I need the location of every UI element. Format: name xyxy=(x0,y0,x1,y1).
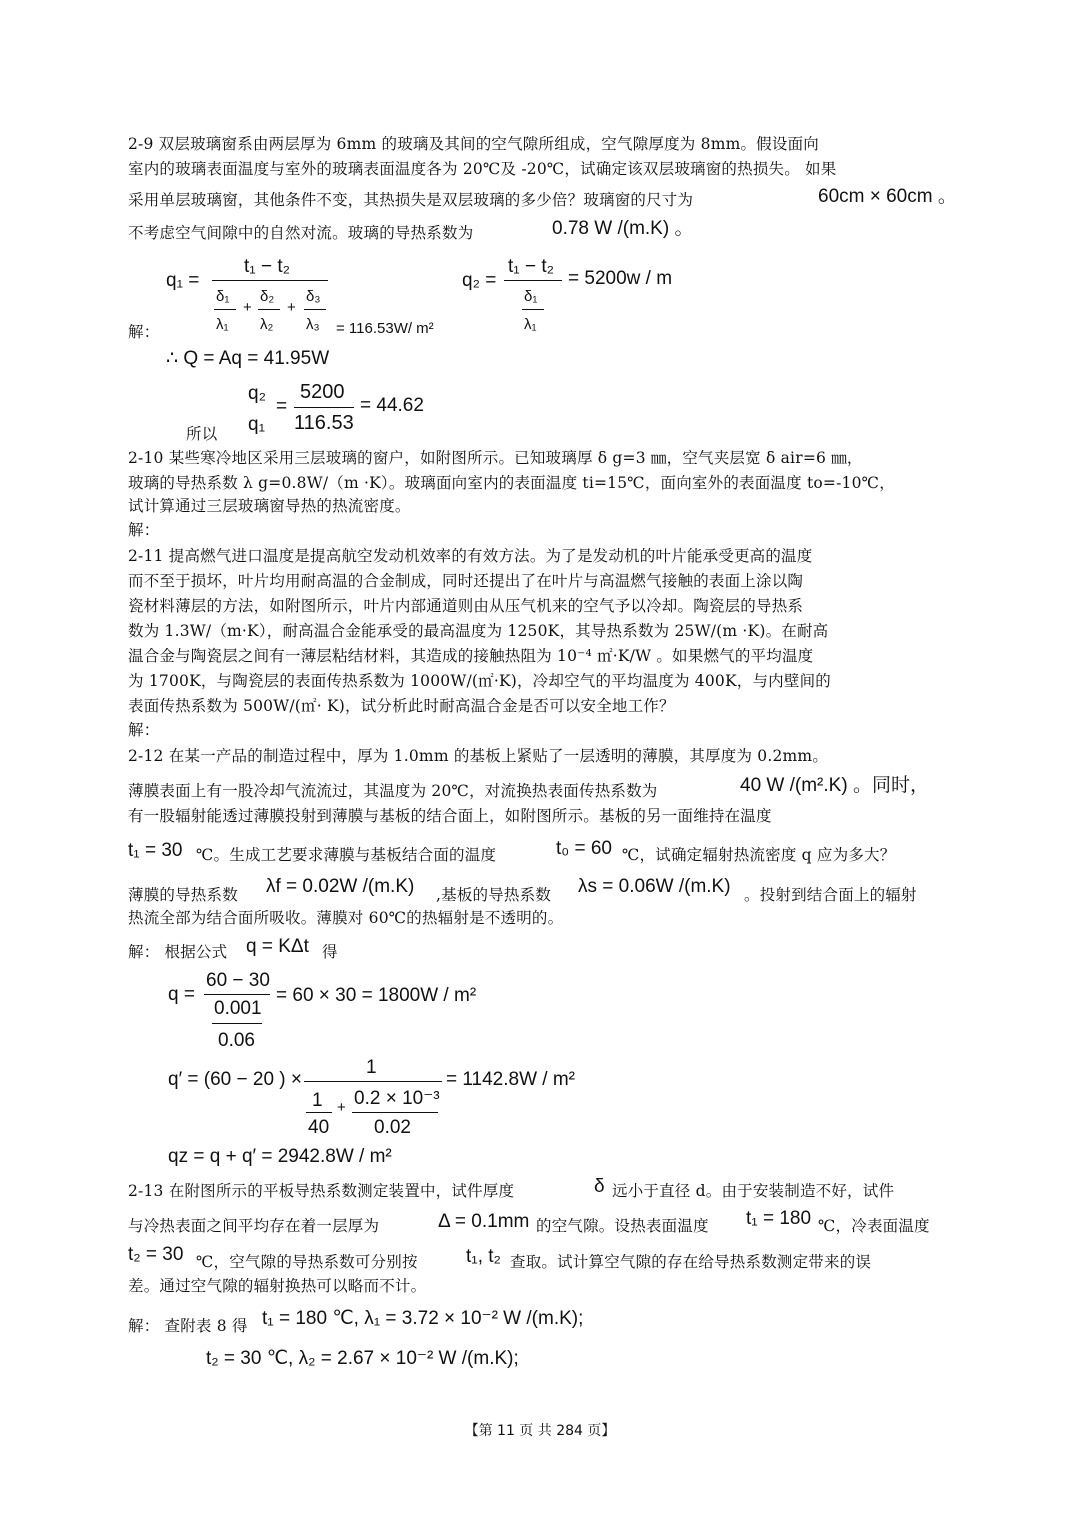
ratio-denominator: 116.53 xyxy=(294,412,354,434)
heat-loss-result: ∴ Q = Aq = 41.95W xyxy=(166,348,330,369)
ratio-fraction-bar xyxy=(294,407,354,408)
q-prime-bar-a xyxy=(306,1112,332,1113)
problem-2-11-line-4: 数为 1.3W/（m·K），耐高温合金能承受的最高温度为 1250K，其导热系数为 25W/(m ·K)。在耐高 xyxy=(128,622,829,640)
page-footer: 【第 11 页 共 284 页】 xyxy=(464,1423,616,1439)
problem-2-12-line-5a: 薄膜的导热系数 xyxy=(128,886,238,904)
ratio-q1: q₁ xyxy=(248,414,265,435)
q-numerator: 60 − 30 xyxy=(206,970,270,991)
q-prime-lhs: q′ = (60 − 20 ) × xyxy=(168,1069,303,1090)
problem-2-11-line-1: 2-11 提高燃气进口温度是提高航空发动机效率的有效方法。为了是发动机的叶片能承受更高的温度 xyxy=(128,547,813,565)
delta-lambda-bar-1 xyxy=(214,309,236,310)
hot-surface-temp: t₁ = 180 xyxy=(746,1208,812,1229)
q2-delta-lambda-bar xyxy=(522,309,544,310)
heat-transfer-coefficient: 40 W /(m².K) 。同时， xyxy=(740,775,929,796)
glass-conductivity: 0.78 W /(m.K) 。 xyxy=(552,218,694,239)
problem-2-13-solution: 解： 查附表 8 得 xyxy=(128,1317,248,1335)
qz-result: qz = q + q′ = 2942.8W / m² xyxy=(168,1146,392,1167)
q-prime-a: 1 xyxy=(312,1090,323,1111)
plus-sign: + xyxy=(287,299,296,316)
delta-lambda-bar-2 xyxy=(258,309,280,310)
problem-2-10-line-3: 试计算通过三层玻璃窗导热的热流密度。 xyxy=(128,497,411,515)
plus-sign: + xyxy=(243,299,252,316)
q-inner-bar xyxy=(212,1023,262,1024)
ratio-numerator: 5200 xyxy=(300,381,345,403)
problem-2-12-line-3: 有一股辐射能透过薄膜投射到薄膜与基板的结合面上，如附图所示。基板的另一面维持在温度 xyxy=(128,807,772,825)
problem-2-9-line-2: 室内的玻璃表面温度与室外的玻璃表面温度各为 20℃及 -20℃，试确定该双层玻璃窗的热损失。 如果 xyxy=(128,160,837,178)
q1-result: = 116.53W/ m² xyxy=(336,320,434,337)
q-prime-b: 40 xyxy=(308,1117,330,1138)
cold-surface-temp: t₂ = 30 xyxy=(128,1244,184,1265)
q-prime-bar-c xyxy=(352,1112,438,1113)
q2-result: = 5200w / m xyxy=(568,268,673,289)
delta-3: δ₃ xyxy=(306,288,321,305)
problem-2-12-line-5b: ,基板的导热系数 xyxy=(436,886,552,904)
lambda-1: λ₁ xyxy=(216,316,229,333)
q2-lhs: q₂ = xyxy=(462,270,497,291)
problem-2-13-line-2c: ℃，冷表面温度 xyxy=(818,1217,930,1235)
delta-1: δ₁ xyxy=(216,288,230,305)
problem-2-13-line-4: 差。通过空气隙的辐射换热可以略而不计。 xyxy=(128,1277,427,1295)
de-label: 得 xyxy=(322,943,338,961)
air-gap: Δ = 0.1mm xyxy=(438,1211,530,1232)
q-result: = 60 × 30 = 1800W / m² xyxy=(276,985,477,1006)
t1-t2-symbols: t₁, t₂ xyxy=(466,1246,501,1267)
problem-2-9-line-1: 2-9 双层玻璃窗系由两层厚为 6mm 的玻璃及其间的空气隙所组成，空气隙厚度为 8mm。假设面向 xyxy=(128,135,819,153)
problem-2-12-line-2: 薄膜表面上有一股冷却气流流过，其温度为 20℃，对流换热表面传热系数为 xyxy=(128,782,658,800)
q1-lhs: q₁ = xyxy=(166,270,200,291)
lookup-result-1: t₁ = 180 ℃, λ₁ = 3.72 × 10⁻² W /(m.K); xyxy=(262,1308,584,1329)
problem-2-10-line-2: 玻璃的导热系数 λ g=0.8W/（m ·K）。玻璃面向室内的表面温度 ti=15℃，面向室外的表面温度 to=-10℃， xyxy=(128,474,895,492)
q2-delta-1: δ₁ xyxy=(524,288,538,305)
t1-value: t₁ = 30 xyxy=(128,840,183,861)
window-size: 60cm × 60cm 。 xyxy=(818,186,957,207)
film-conductivity: λf = 0.02W /(m.K) xyxy=(266,876,415,897)
problem-2-13-line-3b: 查取。试计算空气隙的存在给导热系数测定带来的误 xyxy=(510,1253,872,1271)
problem-2-12-line-6: 热流全部为结合面所吸收。薄膜对 60℃的热辐射是不透明的。 xyxy=(128,909,564,927)
problem-2-10-line-1: 2-10 某些寒冷地区采用三层玻璃的窗户，如附图所示。已知玻璃厚 δ g=3 ㎜，空气夹层宽 δ air=6 ㎜， xyxy=(128,449,863,467)
problem-2-11-line-7: 表面传热系数为 500W/(㎡· K)，试分析此时耐高温合金是否可以安全地工作？ xyxy=(128,697,675,715)
solution-label: 解： xyxy=(128,323,160,341)
problem-2-12-line-1: 2-12 在某一产品的制造过程中，厚为 1.0mm 的基板上紧贴了一层透明的薄膜，其厚度为 0.2mm。 xyxy=(128,747,829,765)
problem-2-9-line-4: 不考虑空气间隙中的自然对流。玻璃的导热系数为 xyxy=(128,224,474,242)
problem-2-12-line-5c: 。投射到结合面上的辐射 xyxy=(744,886,917,904)
problem-2-9-line-3: 采用单层玻璃窗，其他条件不变，其热损失是双层玻璃的多少倍？玻璃窗的尺寸为 xyxy=(128,191,694,209)
q-prime-fraction-bar xyxy=(304,1081,442,1082)
q2-lambda-1: λ₁ xyxy=(524,316,537,333)
q-den-top: 0.001 xyxy=(214,998,262,1019)
delta-2: δ₂ xyxy=(260,288,275,305)
q-prime-result: = 1142.8W / m² xyxy=(446,1069,576,1090)
problem-2-11-solution: 解： xyxy=(128,721,160,739)
problem-2-12-line-4a: ℃。生成工艺要求薄膜与基板结合面的温度 xyxy=(196,846,497,864)
problem-2-10-solution: 解： xyxy=(128,521,160,539)
t0-value: t₀ = 60 xyxy=(556,838,612,859)
ratio-result: = 44.62 xyxy=(360,395,424,416)
problem-2-11-line-5: 温合金与陶瓷层之间有一薄层粘结材料，其造成的接触热阻为 10⁻⁴ ㎡·K/W 。如果燃气的平均温度 xyxy=(128,647,814,665)
plus-sign: + xyxy=(337,1099,346,1116)
problem-2-13-line-1a: 2-13 在附图所示的平板导热系数测定装置中，试件厚度 xyxy=(128,1182,515,1200)
problem-2-13-line-2a: 与冷热表面之间平均存在着一层厚为 xyxy=(128,1217,380,1235)
problem-2-13-line-1b: 远小于直径 d。由于安装制造不好，试件 xyxy=(612,1182,895,1200)
problem-2-11-line-6: 为 1700K，与陶瓷层的表面传热系数为 1000W/(㎡·K)，冷却空气的平均温度为 400K，与内壁间的 xyxy=(128,672,831,690)
problem-2-11-line-3: 瓷材料薄层的方法，如附图所示，叶片内部通道则由从压气机来的空气予以冷却。陶瓷层的导热系 xyxy=(128,597,804,615)
q2-numerator: t₁ − t₂ xyxy=(508,256,554,277)
problem-2-12-line-4b: ℃，试确定辐射热流密度 q 应为多大？ xyxy=(622,846,896,864)
ratio-equals: = xyxy=(276,396,288,417)
q-prime-c: 0.2 × 10⁻³ xyxy=(354,1088,440,1109)
ratio-q2: q₂ xyxy=(248,383,266,404)
lambda-2: λ₂ xyxy=(260,316,274,333)
substrate-conductivity: λs = 0.06W /(m.K) xyxy=(578,876,731,897)
delta-symbol: δ xyxy=(594,1176,605,1197)
delta-lambda-bar-3 xyxy=(304,309,326,310)
q1-fraction-bar xyxy=(212,280,328,281)
q-prime-numerator: 1 xyxy=(366,1057,377,1078)
q-fraction-bar xyxy=(204,994,270,995)
q-prime-d: 0.02 xyxy=(374,1117,411,1138)
lookup-result-2: t₂ = 30 ℃, λ₂ = 2.67 × 10⁻² W /(m.K); xyxy=(206,1348,519,1369)
problem-2-13-line-2b: 的空气隙。设热表面温度 xyxy=(536,1217,709,1235)
q-den-bottom: 0.06 xyxy=(218,1030,255,1051)
therefore-label: 所以 xyxy=(186,425,218,443)
q-lhs: q = xyxy=(168,984,195,1005)
q2-fraction-bar xyxy=(504,280,562,281)
formula-q-k-dt: q = KΔt xyxy=(246,936,309,957)
lambda-3: λ₃ xyxy=(306,316,320,333)
q1-numerator: t₁ − t₂ xyxy=(244,256,290,277)
problem-2-13-line-3a: ℃，空气隙的导热系数可分别按 xyxy=(196,1253,418,1271)
problem-2-12-solution: 解： 根据公式 xyxy=(128,943,228,961)
problem-2-11-line-2: 而不至于损坏，叶片均用耐高温的合金制成，同时还提出了在叶片与高温燃气接触的表面上涂以陶 xyxy=(128,572,804,590)
